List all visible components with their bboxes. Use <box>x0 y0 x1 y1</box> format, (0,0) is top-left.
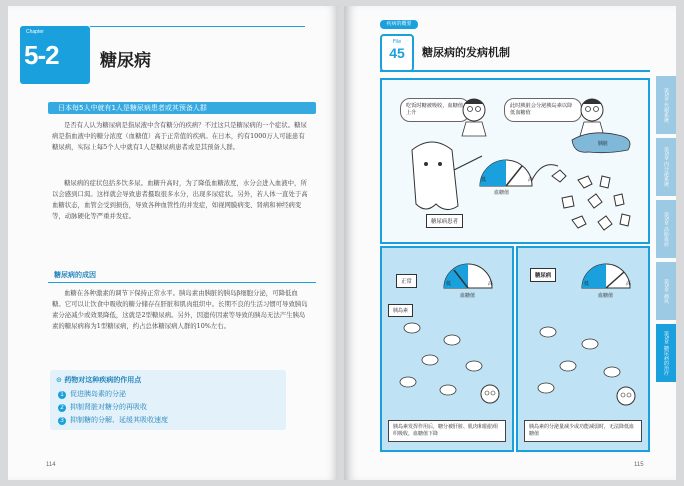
section-heading: 糖尿病的成因 <box>48 268 316 283</box>
file-label: File <box>392 39 402 45</box>
gauge-low: 低 <box>584 281 590 287</box>
top-rule <box>90 26 305 27</box>
gauge-high: 高 <box>528 177 534 183</box>
pill-icon: ⊙ <box>56 376 62 384</box>
left-page <box>8 6 338 480</box>
speech-bubble-right: 此时胰脏会分泌胰岛素以降低血糖值 <box>504 98 582 122</box>
effect-item-2 <box>58 402 147 412</box>
page-number-left: 114 <box>46 462 56 468</box>
gauge-low: 低 <box>481 177 487 183</box>
speech-bubble-left: 吃饭时糖被吸收，血糖值上升 <box>400 98 470 122</box>
gauge-label: 血糖值 <box>598 293 614 299</box>
page-title: 糖尿病的发病机制 <box>422 46 510 59</box>
effect-item-3 <box>58 415 168 425</box>
effect-box-title <box>56 375 141 385</box>
effect-title-text: 药物对这种疾病的作用点 <box>64 376 142 384</box>
effect-item-1 <box>58 389 126 399</box>
chapter-badge <box>20 26 90 84</box>
title-rule <box>380 70 650 72</box>
side-tab-5[interactable]: 第5章 糖尿病的治疗 <box>656 324 676 382</box>
side-tab-2[interactable]: 第5章 内分泌系统 <box>656 138 676 196</box>
side-tab-3[interactable]: 第5章 高脂血症 <box>656 200 676 258</box>
insulin-label: 胰岛素 <box>388 304 413 317</box>
effect-text: 抑制糖的分解、延缓其吸收速度 <box>70 416 168 424</box>
right-page <box>344 6 676 480</box>
file-number: 45 <box>389 45 405 61</box>
mechanism-panel <box>380 78 650 244</box>
effect-number: 3 <box>58 417 66 425</box>
mechanism-illustration <box>382 80 648 242</box>
gauge-label: 血糖值 <box>494 190 510 196</box>
book-spread <box>8 6 676 480</box>
diabetes-label: 糖尿病 <box>530 268 556 282</box>
diabetes-caption: 胰岛素的分泌量减少或功能减弱时，无法降低血糖值 <box>524 420 642 442</box>
diabetes-panel <box>516 246 650 452</box>
side-tab-4[interactable]: 第5章 痛风 <box>656 262 676 320</box>
patient-label: 糖尿病患者 <box>426 214 463 228</box>
effect-text: 抑制肾脏对糖分的再吸收 <box>70 403 147 411</box>
gauge-high: 高 <box>626 281 632 287</box>
effect-number: 2 <box>58 404 66 412</box>
overview-tag: 疾病的概要 <box>380 20 418 29</box>
file-badge <box>380 34 414 72</box>
normal-caption: 胰岛素发挥作用后，糖分被肝脏、肌肉和脂肪组织吸收，血糖值下降 <box>388 420 506 442</box>
effect-number: 1 <box>58 391 66 399</box>
doctor-icon-right <box>580 99 604 136</box>
doctor-icon <box>462 99 486 136</box>
chapter-label: Chapter <box>26 29 44 35</box>
symptom-paragraph: 糖尿病的症状包括多饮多尿。血糖升高时，为了降低血糖浓度，水分会进入血液中，所以会感到口渴。这样就会导致患者摄取很多水分，出现多尿症状。另外，若人体一直处于高血糖状态，血管会受到损伤，导致各种血管性的并发症，如视网膜病变、肾病和神经病变等，动脉硬化等严重并发症。 <box>52 179 308 221</box>
cause-paragraph: 血糖在各种激素的调节下保持正常水平。胰岛素由胰脏的胰岛β细胞分泌，可降低血糖。它可以让饮食中吸收的糖分储存在肝脏和肌肉组织中。长期不良的生活习惯可导致胰岛素分泌减少或效果降低，这就是2型糖尿病。另外，因遗传因素等导致的胰岛无法产生胰岛素的糖尿病称为1型糖尿病，约占总体糖尿病人群的10%左右。 <box>52 289 308 331</box>
normal-panel <box>380 246 514 452</box>
gauge-low: 低 <box>446 281 452 287</box>
sugar-molecules <box>552 170 630 230</box>
page-number-right: 115 <box>634 462 644 468</box>
gauge-high: 高 <box>488 281 494 287</box>
page-title: 糖尿病 <box>100 51 151 71</box>
callout-heading: 日本每5人中就有1人是糖尿病患者或其预备人群 <box>48 102 316 114</box>
patient-figure <box>412 142 482 210</box>
intro-paragraph: 是否有人认为糖尿病是指尿液中含有糖分的疾病？不过这只是糖尿病的一个症状。糖尿病是指血液中的糖分浓度（血糖值）高于正常值的疾病。在日本，约有1000万人可能患有糖尿病，实际上每5个人中就有1人是糖尿病患者或是其预备人群。 <box>52 121 307 152</box>
side-tab-1[interactable]: 第5章 代谢系统 <box>656 76 676 134</box>
normal-label: 正常 <box>396 274 417 288</box>
effect-text: 促进胰岛素的分泌 <box>70 390 126 398</box>
gauge-label: 血糖值 <box>460 293 476 299</box>
chapter-number: 5-2 <box>24 40 59 70</box>
pancreas-label: 胰脏 <box>598 141 609 147</box>
drug-effect-box <box>50 370 286 430</box>
